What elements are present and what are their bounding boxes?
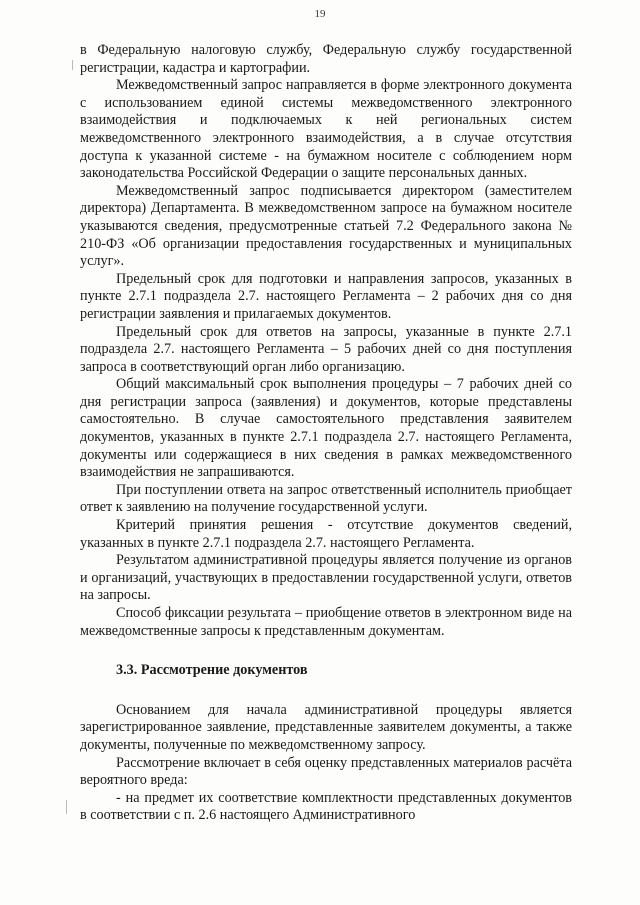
paragraph: Предельный срок для подготовки и направления запросов, указанных в пункте 2.7.1 подраздела 2.7. настоящего Регламента – 2 рабочих дня со дня регистрации заявления и прилагаемых документов. (80, 270, 572, 322)
paragraph: Критерий принятия решения - отсутствие документов сведений, указанных в пункте 2.7.1 подраздела 2.7. настоящего Регламента. (80, 517, 572, 551)
paragraph: Общий максимальный срок выполнения процедуры – 7 рабочих дней со дня регистрации запроса (заявления) и документов, которые представлены самостоятельно. В случае самостоятельного представления заявителем документов, указанных в пункте 2.7.1 подраздела 2.7. настоящего Регламента, документы или содержащиеся в них сведения в рамках межведомственного взаимодействия не запрашиваются. (80, 376, 572, 481)
paragraphs-before-heading (80, 42, 572, 640)
scan-margin-mark (72, 60, 73, 70)
paragraph: При поступлении ответа на запрос ответственный исполнитель приобщает ответ к заявлению на получение государственной услуги. (80, 481, 572, 516)
paragraph: Основанием для начала административной процедуры является зарегистрированное заявление, представленные заявителем документы, а также документы, полученные по межведомственному запросу. (80, 701, 572, 753)
document-body (80, 42, 572, 825)
paragraph: Рассмотрение включает в себя оценку представленных материалов расчёта вероятного вреда: (80, 754, 572, 789)
paragraph: - на предмет их соответствие комплектности представленных документов в соответствии с п. 2.6 настоящего Административного (80, 789, 572, 824)
section-heading: 3.3. Рассмотрение документов (116, 662, 308, 679)
paragraphs-after-heading (80, 702, 572, 825)
paragraph: Способ фиксации результата – приобщение ответов в электронном виде на межведомственные запросы к представленным документам. (80, 605, 572, 639)
paragraph: Межведомственный запрос направляется в форме электронного документа с использованием единой системы межведомственного электронного взаимодействия и подключаемых к ней региональных систем межведомственного электронного взаимодействия, а в случае отсутствия доступа к указанной системе - на бумажном носителе с соблюдением норм законодательства Российской Федерации о защите персональных данных. (80, 77, 572, 182)
paragraph: Результатом административной процедуры является получение из органов и организаций, участвующих в предоставлении государственной услуги, ответов на запросы. (80, 552, 572, 604)
paragraph: Предельный срок для ответов на запросы, указанные в пункте 2.7.1 подраздела 2.7. настоящего Регламента – 5 рабочих дней со дня поступления запроса в соответствующий орган либо организацию. (80, 323, 572, 375)
paragraph: Межведомственный запрос подписывается директором (заместителем директора) Департамента. В межведомственном запросе на бумажном носителе указываются сведения, предусмотренные статьей 7.2 Федерального закона № 210-ФЗ «Об организации предоставления государственных и муниципальных услуг». (80, 182, 572, 270)
scan-margin-mark (66, 800, 67, 814)
paragraph: в Федеральную налоговую службу, Федеральную службу государственной регистрации, кадастра и картографии. (80, 42, 572, 76)
page-number: 19 (314, 8, 326, 20)
